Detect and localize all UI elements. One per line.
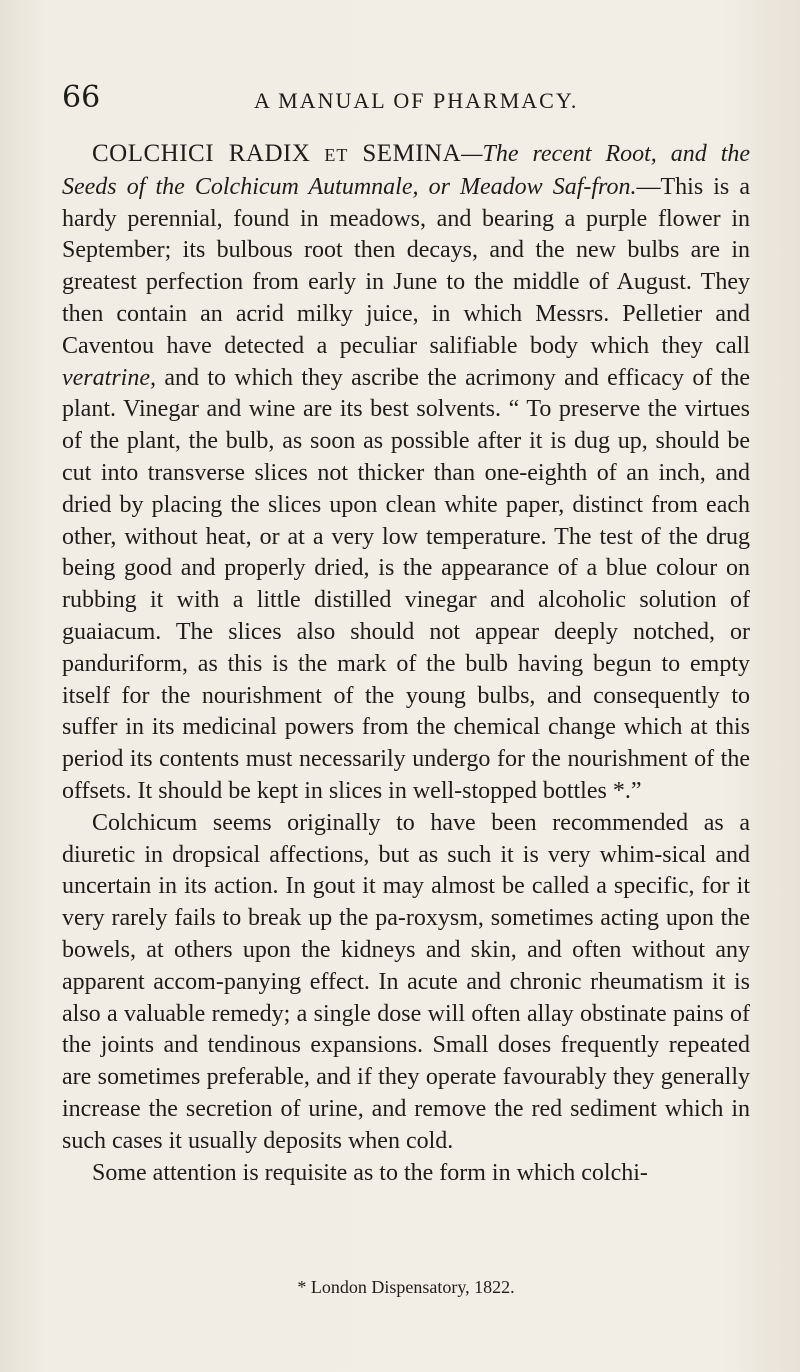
paragraph-text-part1: —This is a hardy perennial, found in meadows, and bearing a purple flower in September; its bulbous root then decays, and the new bulbs are in greatest perfection from early in June to the middle of August. They then contain an acrid milky juice, in which Messrs. Pelletier and Caventou have detected a peculiar salifiable body which they call <box>62 173 751 359</box>
veratrine-term: veratrine, <box>62 364 156 391</box>
heading-semina: SEMINA <box>362 140 462 167</box>
paragraph-medicinal-uses: Colchicum seems originally to have been recommended as a diuretic in dropsical affections, but as such it is very whim-sical and uncertain in its action. In gout it may almost be called a specific, for it very rarely fails to break up the pa-roxysm, sometimes acting upon the bowels, at others upon the kidneys and skin, and often without any apparent accom-panying effect. In acute and chronic rheumatism it is also a valuable remedy; a single dose will often allay obstinate pains of the joints and tendinous expansions. Small doses frequently repeated are sometimes preferable, and if they operate favourably they generally increase the secretion of urine, and remove the red sediment which in such cases it usually deposits when cold. <box>62 809 750 1154</box>
running-title: A MANUAL OF PHARMACY. <box>254 88 579 113</box>
paragraph-text-part2: and to which they ascribe the acrimony and efficacy of the plant. Vinegar and wine are its best solvents. “ To preserve the virtues of the plant, the bulb, as soon as possible after it is dug up, should be cut into transverse slices not thicker than one-eighth of an inch, and dried by placing the slices upon clean white paper, distinct from each other, without heat, or at a very low temperature. The test of the drug being good and properly dried, is the appearance of a blue colour on rubbing it with a little distilled vinegar and alcoholic solution of guaiacum. The slices also should not appear deeply notched, or panduriform, as this is the mark of the bulb having begun to empty itself for the nourishment of the young bulbs, and consequently to suffer in its medicinal powers from the chemical change which at this period its contents must necessarily undergo for the nourishment of the offsets. It should be kept in slices in well-stopped bottles *.” <box>62 364 750 804</box>
paragraph-form-note: Some attention is requisite as to the form in which colchi- <box>92 1159 648 1186</box>
paragraph-colchicum-description <box>62 138 750 808</box>
page-header <box>62 80 742 120</box>
heading-italic-title: —The recent Root, and the Seeds of the Colchicum Autumnale, or Meadow Saf-fron. <box>62 141 751 200</box>
heading-colchici-radix: COLCHICI RADIX <box>92 140 311 167</box>
article-body <box>62 138 750 1189</box>
page-number: 66 <box>62 80 101 115</box>
footnote: * London Dispensatory, 1822. <box>297 1277 515 1297</box>
heading-et: ET <box>324 145 349 165</box>
